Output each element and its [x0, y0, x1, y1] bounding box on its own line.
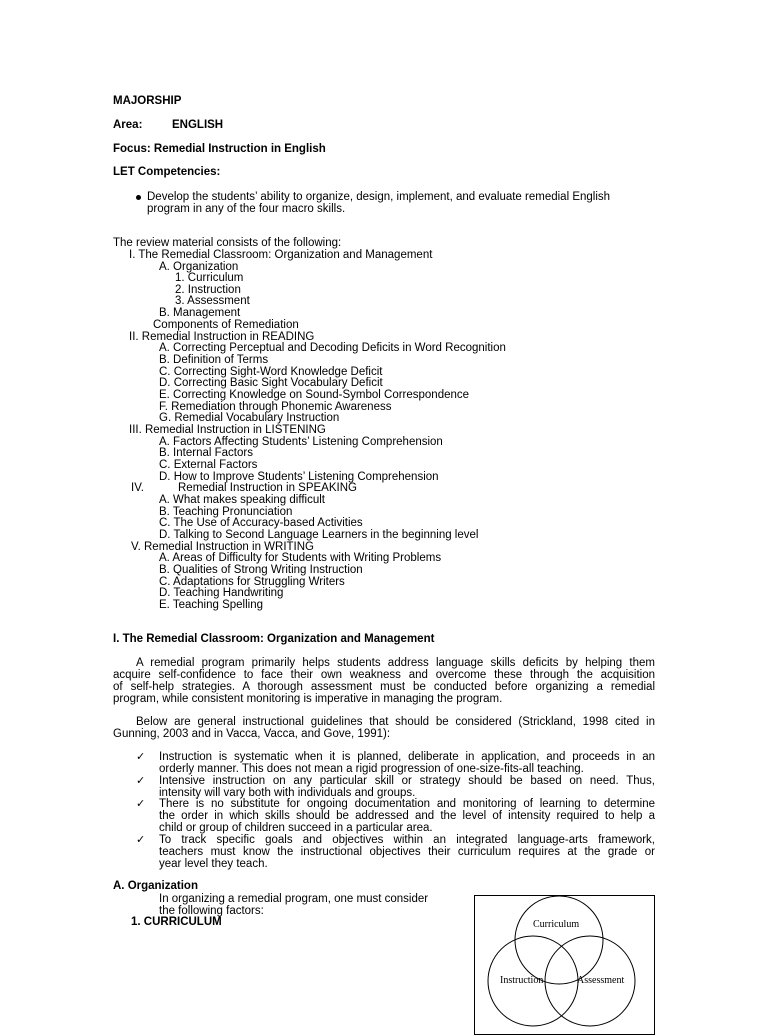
guideline-line: Intensive instruction on any particular skill or strategy should be based on need. Thus,: [159, 775, 655, 787]
outline-item: 3. Assessment: [175, 295, 250, 307]
venn-label-instruction: Instruction: [500, 975, 544, 986]
majorship-heading: MAJORSHIP: [113, 95, 182, 107]
outline-item: I. The Remedial Classroom: Organization and Management: [129, 249, 433, 261]
competency-line: Develop the students’ ability to organize, design, implement, and evaluate remedial English: [147, 191, 611, 203]
outline-item: III. Remedial Instruction in LISTENING: [129, 424, 326, 436]
outline-item: C. The Use of Accuracy-based Activities: [159, 517, 363, 529]
outline-item: G. Remedial Vocabulary Instruction: [159, 412, 340, 424]
guideline-line: teachers must know the instructional objectives their curriculum requires at the grade or: [159, 846, 655, 858]
outline-intro: The review material consists of the following:: [113, 237, 342, 249]
curriculum-heading: 1. CURRICULUM: [131, 916, 222, 928]
paragraph-line: Below are general instructional guidelines that should be considered (Strickland, 1998 cited in: [136, 716, 655, 728]
area-label: Area:: [113, 119, 143, 131]
paragraph-line: Gunning, 2003 and in Vacca, Vacca, and Gove, 1991):: [113, 728, 391, 740]
outline-item: D. Talking to Second Language Learners in the beginning level: [159, 529, 479, 541]
outline-item: B. Internal Factors: [159, 447, 253, 459]
guideline-line: orderly manner. This does not mean a rigid progression of one-size-fits-all teaching.: [159, 763, 584, 775]
outline-item: II. Remedial Instruction in READING: [129, 331, 315, 343]
checkmark-icon: ✓: [136, 834, 146, 846]
guideline-line: To track specific goals and objectives within an integrated language-arts framework,: [159, 834, 655, 846]
outline-item: C. Correcting Sight-Word Knowledge Deficit: [159, 366, 383, 378]
guideline-line: the order in which skills should be addressed and the level of intensity required to help a: [159, 810, 655, 822]
checkmark-icon: ✓: [136, 775, 146, 787]
guideline-line: child or group of children succeed in a particular area.: [159, 822, 433, 834]
outline-item: 2. Instruction: [175, 284, 241, 296]
outline-item: A. Organization: [159, 261, 239, 273]
venn-circle-curriculum: [515, 896, 603, 984]
guideline-line: intensity will vary both with individuals and groups.: [159, 787, 416, 799]
organization-heading: A. Organization: [113, 880, 198, 892]
outline-item: D. Correcting Basic Sight Vocabulary Deficit: [159, 377, 383, 389]
section-heading: I. The Remedial Classroom: Organization and Management: [113, 633, 435, 645]
paragraph-line: of self-help strategies. A thorough assessment must be conducted before organizing a remedial: [113, 681, 655, 693]
checkmark-icon: ✓: [136, 751, 146, 763]
paragraph-line: program, while consistent monitoring is imperative in managing the program.: [113, 693, 503, 705]
paragraph-line: acquire self-confidence to face their own weakness and overcome these through the acquisition: [113, 669, 655, 681]
organization-text: In organizing a remedial program, one must consider: [159, 893, 429, 905]
outline-item: A. Factors Affecting Students’ Listening Comprehension: [159, 436, 443, 448]
outline-item: C. External Factors: [159, 459, 258, 471]
focus-line: Focus: Remedial Instruction in English: [113, 143, 326, 155]
guideline-line: year level they teach.: [159, 858, 268, 870]
outline-item: E. Correcting Knowledge on Sound-Symbol Correspondence: [159, 389, 470, 401]
outline-item: 1. Curriculum: [175, 272, 244, 284]
outline-item: B. Definition of Terms: [159, 354, 269, 366]
competency-line: program in any of the four macro skills.: [147, 203, 346, 215]
outline-item: V. Remedial Instruction in WRITING: [131, 541, 314, 553]
outline-item: D. How to Improve Students’ Listening Comprehension: [159, 471, 439, 483]
outline-item: C. Adaptations for Struggling Writers: [159, 576, 345, 588]
outline-item: Remedial Instruction in SPEAKING: [178, 482, 357, 494]
paragraph-line: A remedial program primarily helps students address language skills deficits by helping them: [136, 657, 655, 669]
outline-item: F. Remediation through Phonemic Awareness: [159, 401, 392, 413]
outline-item: B. Management: [159, 307, 241, 319]
guideline-line: There is no substitute for ongoing documentation and monitoring of learning to determine: [159, 798, 655, 810]
venn-svg: [475, 896, 656, 1036]
checkmark-icon: ✓: [136, 798, 146, 810]
competencies-label: LET Competencies:: [113, 166, 221, 178]
outline-item: B. Qualities of Strong Writing Instruction: [159, 564, 363, 576]
organization-text: the following factors:: [159, 905, 264, 917]
outline-item: A. Correcting Perceptual and Decoding Deficits in Word Recognition: [159, 342, 506, 354]
outline-item: E. Teaching Spelling: [159, 599, 263, 611]
venn-label-curriculum: Curriculum: [533, 919, 580, 930]
outline-item: A. Areas of Difficulty for Students with Writing Problems: [159, 552, 442, 564]
outline-item: D. Teaching Handwriting: [159, 587, 284, 599]
outline-item: B. Teaching Pronunciation: [159, 506, 293, 518]
guideline-line: Instruction is systematic when it is planned, deliberate in application, and proceeds in an: [159, 751, 655, 763]
outline-item: IV.: [131, 482, 145, 494]
outline-item: Components of Remediation: [153, 319, 299, 331]
outline-item: A. What makes speaking difficult: [159, 494, 325, 506]
bullet-icon: [136, 195, 141, 200]
venn-diagram: [474, 895, 655, 1035]
area-value: ENGLISH: [172, 119, 224, 131]
venn-label-assessment: Assessment: [577, 975, 625, 986]
